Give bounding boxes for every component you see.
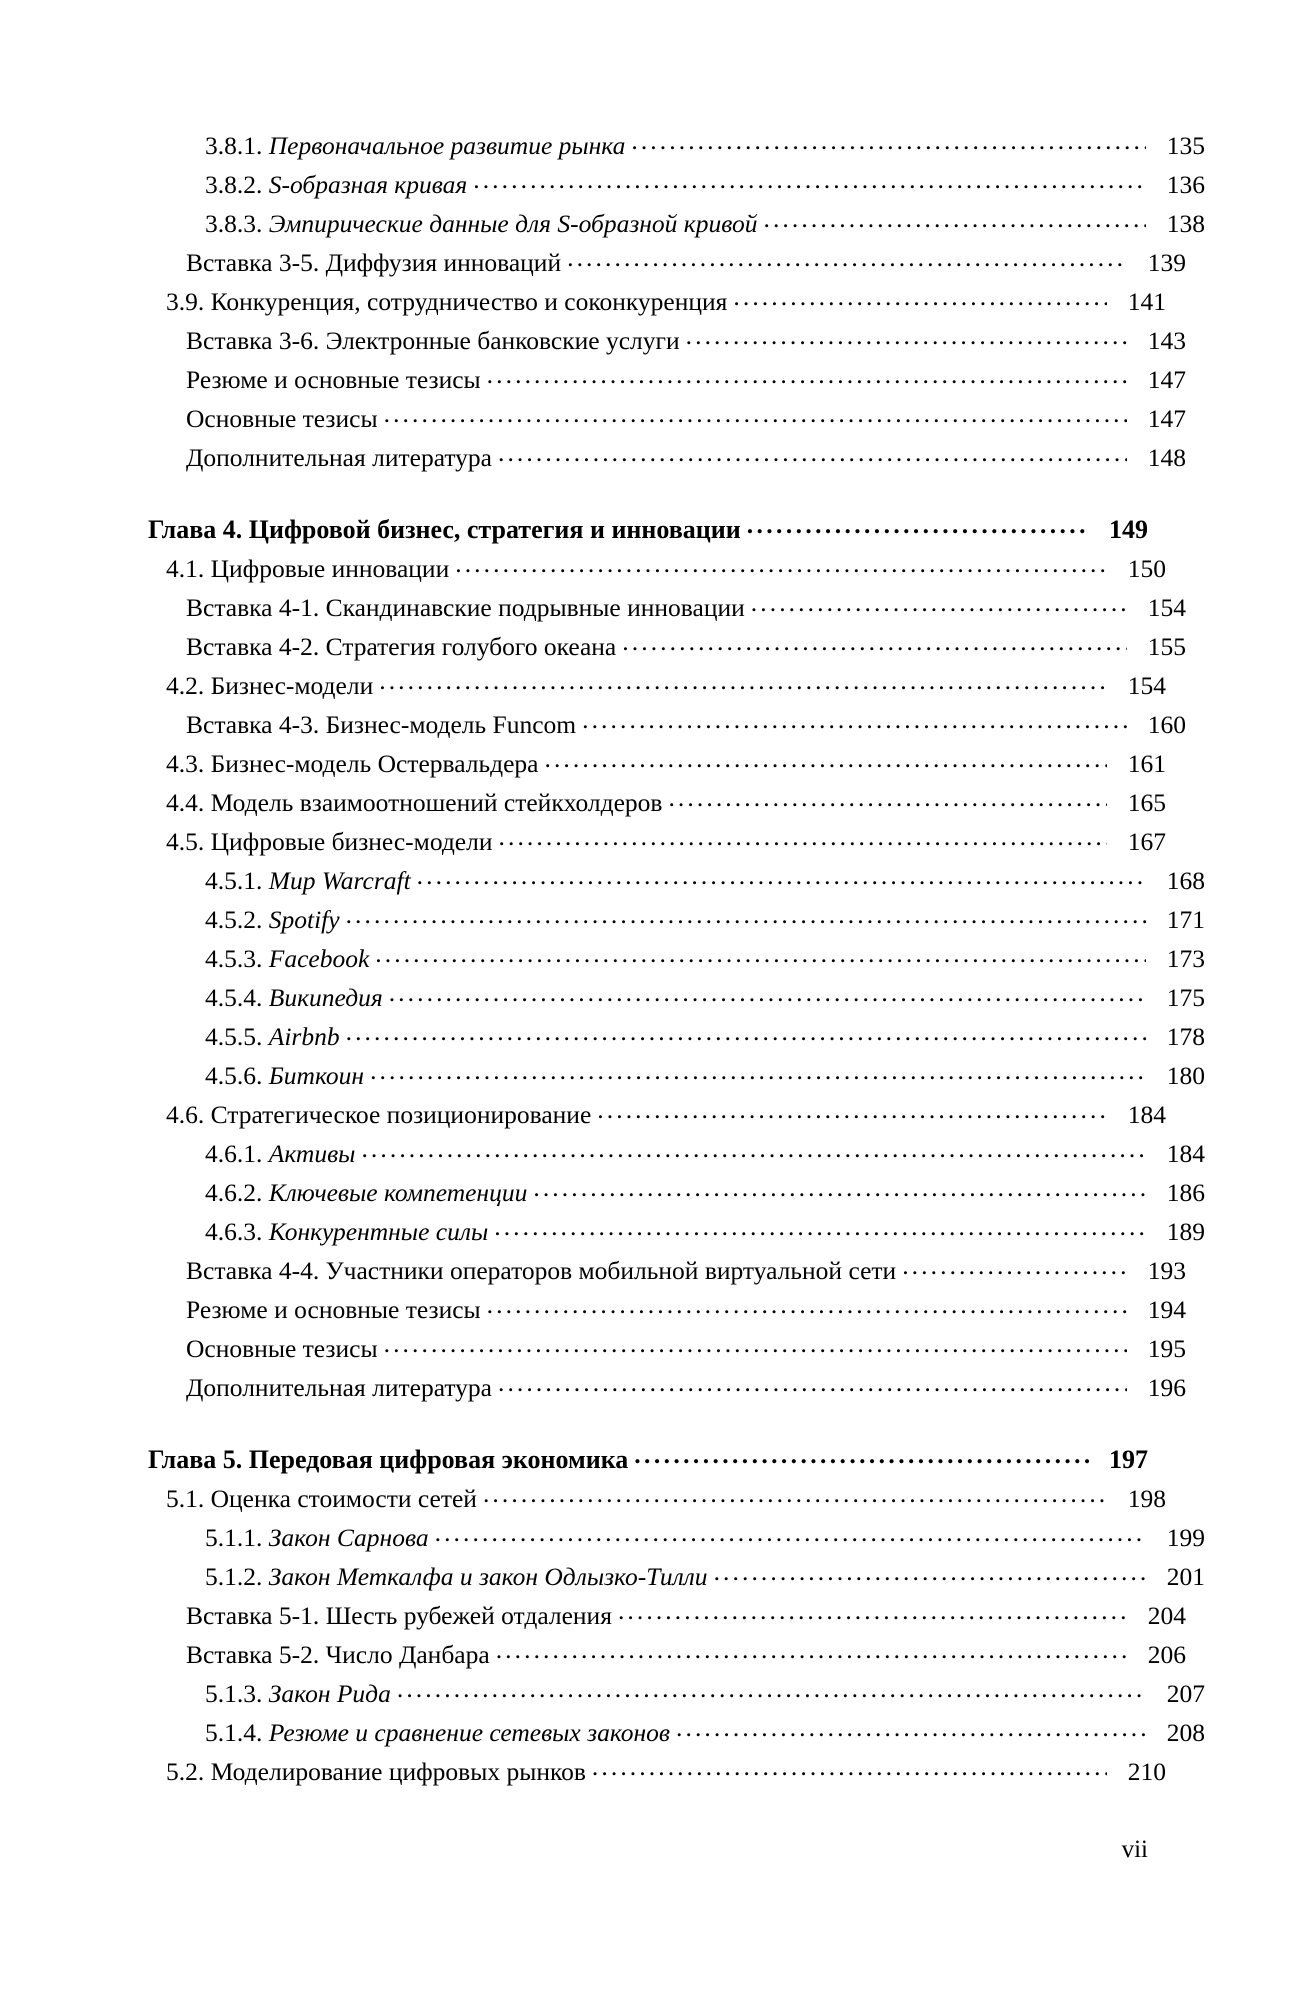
toc-entry-page-number: 173 <box>1166 943 1205 973</box>
toc-dot-leader <box>397 1676 1146 1702</box>
toc-entry[interactable] <box>205 863 1205 902</box>
toc-entry-title: Википедия <box>268 982 383 1012</box>
toc-entry-page-number: 184 <box>1127 1099 1166 1129</box>
toc-entry-title: Spotify <box>268 904 340 934</box>
toc-entry-number: 5.1.1. <box>205 1522 263 1552</box>
toc-entry-title: Стратегия голубого океана <box>325 631 617 661</box>
toc-entry-label <box>205 865 417 895</box>
toc-dot-leader <box>498 1370 1127 1396</box>
toc-entry-page-number: 143 <box>1147 325 1186 355</box>
toc-entry-title: Бизнес-модель Funcom <box>325 709 577 739</box>
toc-entry-label <box>186 631 622 661</box>
toc-entry[interactable] <box>186 1331 1186 1370</box>
toc-entry-label <box>148 517 747 543</box>
toc-dot-leader <box>346 902 1146 928</box>
toc-entry-label <box>205 982 389 1012</box>
toc-entry[interactable] <box>186 245 1186 284</box>
toc-entry-label <box>205 169 473 199</box>
toc-dot-leader <box>668 785 1107 811</box>
toc-entry-number: 3.8.3. <box>205 208 263 238</box>
toc-entry-label <box>186 325 686 355</box>
toc-entry[interactable] <box>186 590 1186 629</box>
toc-entry-page-number: 196 <box>1147 1372 1186 1402</box>
toc-entry-label <box>186 1333 384 1363</box>
toc-entry-title: Участники операторов мобильной виртуальной сети <box>325 1255 897 1285</box>
toc-entry-number: 5.2. <box>166 1756 205 1786</box>
toc-entry-label <box>166 553 455 583</box>
toc-entry-title: Диффузия инноваций <box>325 247 562 277</box>
toc-entry-label <box>186 442 498 472</box>
toc-entry-page-number: 197 <box>1109 1445 1148 1474</box>
toc-entry-title: Дополнительная литература <box>186 442 492 472</box>
toc-dot-leader <box>618 1598 1127 1624</box>
toc-dot-leader <box>417 863 1146 889</box>
toc-entry-title: Facebook <box>268 943 370 973</box>
toc-entry[interactable] <box>186 707 1186 746</box>
toc-entry-page-number: 186 <box>1166 1177 1205 1207</box>
toc-entry[interactable] <box>205 1136 1205 1175</box>
toc-entry-title: Дополнительная литература <box>186 1372 492 1402</box>
toc-entry-number: Вставка 4-4. <box>186 1255 320 1285</box>
toc-dot-leader <box>751 590 1127 616</box>
toc-entry-page-number: 141 <box>1127 286 1166 316</box>
toc-entry-page-number: 207 <box>1166 1678 1205 1708</box>
toc-entry-title: Шесть рубежей отдаления <box>325 1600 612 1630</box>
toc-entry[interactable] <box>166 1097 1166 1136</box>
toc-entry-title: Мир Warcraft <box>268 865 411 895</box>
toc-dot-leader <box>435 1520 1146 1546</box>
toc-chapter-entry[interactable] <box>148 512 1148 551</box>
toc-entry-page-number: 148 <box>1147 442 1186 472</box>
toc-entry-label <box>205 943 375 973</box>
toc-entry-label <box>205 1021 346 1051</box>
toc-entry-number: Вставка 4-1. <box>186 592 320 622</box>
toc-dot-leader <box>496 1637 1127 1663</box>
toc-entry-title: Эмпирические данные для S-образной кривой <box>268 208 758 238</box>
toc-entry-number: Вставка 4-3. <box>186 709 320 739</box>
toc-entry-title: Биткоин <box>268 1060 365 1090</box>
toc-dot-leader <box>473 167 1146 193</box>
toc-entry-label <box>186 1639 496 1669</box>
toc-entry-page-number: 199 <box>1166 1522 1205 1552</box>
toc-entry-label <box>205 1177 533 1207</box>
toc-entry-title: Закон Меткалфа и закон Одлызко-Тилли <box>268 1561 708 1591</box>
toc-entry-title: Моделирование цифровых рынков <box>210 1756 586 1786</box>
toc-dot-leader <box>747 512 1089 538</box>
toc-entry-title: Бизнес-модели <box>210 670 374 700</box>
toc-dot-leader <box>346 1019 1146 1045</box>
toc-entry-title: Ключевые компетенции <box>268 1177 528 1207</box>
toc-entry-page-number: 208 <box>1166 1717 1205 1747</box>
toc-entry-label <box>186 709 582 739</box>
toc-entry[interactable] <box>186 323 1186 362</box>
toc-entry-title: Оценка стоимости сетей <box>210 1483 477 1513</box>
toc-entry-number: 3.8.1. <box>205 130 263 160</box>
toc-entry-number: 4.5.3. <box>205 943 263 973</box>
toc-entry-page-number: 149 <box>1109 515 1148 544</box>
toc-entry[interactable] <box>205 167 1205 206</box>
toc-entry-label <box>205 1717 676 1747</box>
toc-entry-label <box>205 1561 714 1591</box>
toc-entry-number: 5.1.3. <box>205 1678 263 1708</box>
toc-entry[interactable] <box>186 1637 1186 1676</box>
toc-entry-number: 4.5. <box>166 826 205 856</box>
toc-entry-label <box>166 787 668 817</box>
toc-entry[interactable] <box>166 1754 1166 1793</box>
toc-entry-title: Стратегическое позиционирование <box>210 1099 592 1129</box>
toc-entry-number: 3.8.2. <box>205 169 263 199</box>
toc-entry-page-number: 171 <box>1166 904 1205 934</box>
toc-entry-page-number: 175 <box>1166 982 1205 1012</box>
toc-dot-leader <box>686 323 1127 349</box>
toc-entry-label <box>186 1255 902 1285</box>
toc-entry-label <box>166 286 733 316</box>
toc-entry-page-number: 154 <box>1127 670 1166 700</box>
toc-entry-label <box>166 670 379 700</box>
toc-dot-leader <box>634 1442 1089 1468</box>
table-of-contents <box>148 128 1205 1793</box>
toc-entry-number: Вставка 5-2. <box>186 1639 320 1669</box>
toc-entry-title: Скандинавские подрывные инновации <box>325 592 745 622</box>
toc-entry[interactable] <box>186 440 1186 479</box>
toc-entry-label <box>186 1600 618 1630</box>
toc-entry-label <box>205 1216 494 1246</box>
toc-entry-label <box>205 130 631 160</box>
toc-dot-leader <box>487 362 1127 388</box>
toc-entry-number: 4.3. <box>166 748 205 778</box>
toc-entry-number: 4.1. <box>166 553 205 583</box>
toc-entry[interactable] <box>205 1214 1205 1253</box>
toc-entry-page-number: 167 <box>1127 826 1166 856</box>
toc-entry-page-number: 206 <box>1147 1639 1186 1669</box>
toc-entry-page-number: 180 <box>1166 1060 1205 1090</box>
toc-entry-page-number: 178 <box>1166 1021 1205 1051</box>
toc-dot-leader <box>622 629 1127 655</box>
toc-entry-label <box>205 1678 397 1708</box>
toc-entry-title: Закон Рида <box>268 1678 391 1708</box>
toc-dot-leader <box>455 551 1107 577</box>
toc-entry[interactable] <box>166 1481 1166 1520</box>
toc-dot-leader <box>494 1214 1146 1240</box>
toc-dot-leader <box>375 941 1146 967</box>
toc-entry-page-number: 150 <box>1127 553 1166 583</box>
toc-entry-page-number: 136 <box>1166 169 1205 199</box>
toc-entry-label <box>148 1447 634 1473</box>
toc-entry-number: 5.1. <box>166 1483 205 1513</box>
toc-dot-leader <box>379 668 1107 694</box>
toc-entry-number: 5.1.2. <box>205 1561 263 1591</box>
toc-dot-leader <box>361 1136 1146 1162</box>
toc-entry[interactable] <box>205 1058 1205 1097</box>
toc-dot-leader <box>567 245 1127 271</box>
toc-dot-leader <box>902 1253 1127 1279</box>
toc-entry-title: Airbnb <box>268 1021 340 1051</box>
toc-entry-number: 4.5.2. <box>205 904 263 934</box>
toc-entry-number: Вставка 3-6. <box>186 325 320 355</box>
toc-entry-number: Вставка 5-1. <box>186 1600 320 1630</box>
toc-entry[interactable] <box>186 362 1186 401</box>
toc-entry-page-number: 135 <box>1166 130 1205 160</box>
toc-entry-label <box>205 904 346 934</box>
toc-entry-label <box>186 364 487 394</box>
toc-entry[interactable] <box>186 1598 1186 1637</box>
toc-entry-number: 4.5.6. <box>205 1060 263 1090</box>
toc-entry-page-number: 198 <box>1127 1483 1166 1513</box>
toc-dot-leader <box>389 980 1146 1006</box>
toc-entry-title: S-образная кривая <box>268 169 468 199</box>
toc-entry[interactable] <box>186 401 1186 440</box>
toc-entry-page-number: 201 <box>1166 1561 1205 1591</box>
toc-entry-title: Активы <box>268 1138 356 1168</box>
toc-entry-page-number: 139 <box>1147 247 1186 277</box>
toc-entry-page-number: 154 <box>1147 592 1186 622</box>
toc-entry[interactable] <box>205 1175 1205 1214</box>
toc-dot-leader <box>676 1715 1146 1741</box>
toc-entry-label <box>186 403 384 433</box>
toc-entry-title: Основные тезисы <box>186 1333 378 1363</box>
toc-entry-label <box>166 1099 597 1129</box>
toc-entry[interactable] <box>205 902 1205 941</box>
toc-entry-title: Основные тезисы <box>186 403 378 433</box>
toc-entry-page-number: 168 <box>1166 865 1205 895</box>
toc-dot-leader <box>487 1292 1127 1318</box>
toc-entry[interactable] <box>205 1559 1205 1598</box>
toc-entry-number: 3.9. <box>166 286 205 316</box>
toc-entry-page-number: 165 <box>1127 787 1166 817</box>
toc-chapter-entry[interactable] <box>148 1442 1148 1481</box>
toc-entry-number: 4.4. <box>166 787 205 817</box>
toc-entry[interactable] <box>205 128 1205 167</box>
toc-dot-leader <box>370 1058 1146 1084</box>
toc-entry[interactable] <box>205 1019 1205 1058</box>
toc-entry[interactable] <box>166 284 1166 323</box>
toc-entry-title: Конкурентные силы <box>268 1216 489 1246</box>
toc-entry-number: 4.5.4. <box>205 982 263 1012</box>
toc-entry[interactable] <box>166 551 1166 590</box>
toc-entry-number: 4.5.1. <box>205 865 263 895</box>
toc-entry-page-number: 210 <box>1127 1756 1166 1786</box>
toc-entry-title: Цифровые бизнес-модели <box>210 826 493 856</box>
toc-entry-page-number: 195 <box>1147 1333 1186 1363</box>
toc-entry-title: Цифровые инновации <box>210 553 450 583</box>
toc-dot-leader <box>582 707 1127 733</box>
toc-entry-number: 4.6.1. <box>205 1138 263 1168</box>
toc-entry[interactable] <box>205 206 1205 245</box>
toc-entry-label <box>205 1138 361 1168</box>
toc-entry-label <box>186 247 567 277</box>
toc-entry-label <box>166 1756 592 1786</box>
toc-entry-title: Закон Сарнова <box>268 1522 429 1552</box>
toc-entry[interactable] <box>166 824 1166 863</box>
toc-dot-leader <box>592 1754 1107 1780</box>
toc-entry-number: 4.6.2. <box>205 1177 263 1207</box>
toc-entry-label <box>186 1294 487 1324</box>
toc-dot-leader <box>544 746 1107 772</box>
toc-entry-page-number: 138 <box>1166 208 1205 238</box>
toc-entry-label <box>166 826 499 856</box>
toc-entry[interactable] <box>166 668 1166 707</box>
toc-entry-number: 4.6. <box>166 1099 205 1129</box>
toc-entry[interactable] <box>205 980 1205 1019</box>
toc-dot-leader <box>384 401 1127 427</box>
toc-dot-leader <box>597 1097 1107 1123</box>
toc-entry[interactable] <box>166 785 1166 824</box>
toc-entry-page-number: 194 <box>1147 1294 1186 1324</box>
toc-entry[interactable] <box>205 1676 1205 1715</box>
toc-entry[interactable] <box>186 1253 1186 1292</box>
toc-entry-page-number: 161 <box>1127 748 1166 778</box>
toc-entry[interactable] <box>205 1520 1205 1559</box>
toc-entry[interactable] <box>205 1715 1205 1754</box>
toc-entry[interactable] <box>186 1292 1186 1331</box>
toc-entry-page-number: 160 <box>1147 709 1186 739</box>
toc-dot-leader <box>533 1175 1146 1201</box>
toc-entry-number: Вставка 4-2. <box>186 631 320 661</box>
toc-entry-title: Бизнес-модель Остервальдера <box>210 748 539 778</box>
toc-entry-number: 5.1.4. <box>205 1717 263 1747</box>
toc-entry-label <box>186 1372 498 1402</box>
toc-entry-number: 4.2. <box>166 670 205 700</box>
toc-entry-title: Резюме и основные тезисы <box>186 1294 481 1324</box>
toc-entry-title: Модель взаимоотношений стейкхолдеров <box>210 787 663 817</box>
toc-entry-page-number: 147 <box>1147 403 1186 433</box>
toc-entry-title: Первоначальное развитие рынка <box>268 130 626 160</box>
toc-entry[interactable] <box>205 941 1205 980</box>
toc-dot-leader <box>499 824 1108 850</box>
toc-entry-title: Глава 4. Цифровой бизнес, стратегия и инновации <box>148 515 741 544</box>
toc-entry-title: Резюме и основные тезисы <box>186 364 481 394</box>
toc-dot-leader <box>763 206 1146 232</box>
toc-entry-number: Вставка 3-5. <box>186 247 320 277</box>
toc-entry-title: Конкуренция, сотрудничество и соконкуренция <box>210 286 728 316</box>
toc-entry[interactable] <box>166 746 1166 785</box>
toc-entry-label <box>205 1060 370 1090</box>
toc-dot-leader <box>483 1481 1107 1507</box>
toc-dot-leader <box>498 440 1127 466</box>
toc-dot-leader <box>733 284 1107 310</box>
page-folio: vii <box>1121 1836 1148 1863</box>
toc-entry-page-number: 147 <box>1147 364 1186 394</box>
toc-entry-label <box>186 592 751 622</box>
toc-entry-page-number: 184 <box>1166 1138 1205 1168</box>
toc-entry[interactable] <box>186 1370 1186 1409</box>
toc-entry-label <box>205 208 763 238</box>
toc-dot-leader <box>714 1559 1146 1585</box>
toc-entry-label <box>205 1522 435 1552</box>
toc-dot-leader <box>631 128 1146 154</box>
toc-entry-title: Глава 5. Передовая цифровая экономика <box>148 1445 629 1474</box>
toc-entry-number: 4.6.3. <box>205 1216 263 1246</box>
toc-entry-title: Резюме и сравнение сетевых законов <box>268 1717 670 1747</box>
toc-entry[interactable] <box>186 629 1186 668</box>
toc-entry-title: Число Данбара <box>325 1639 490 1669</box>
toc-entry-page-number: 193 <box>1147 1255 1186 1285</box>
toc-dot-leader <box>384 1331 1127 1357</box>
toc-entry-number: 4.5.5. <box>205 1021 263 1051</box>
toc-entry-label <box>166 748 544 778</box>
toc-entry-page-number: 155 <box>1147 631 1186 661</box>
toc-entry-title: Электронные банковские услуги <box>325 325 680 355</box>
toc-entry-page-number: 189 <box>1166 1216 1205 1246</box>
toc-entry-label <box>166 1483 483 1513</box>
toc-entry-page-number: 204 <box>1147 1600 1186 1630</box>
